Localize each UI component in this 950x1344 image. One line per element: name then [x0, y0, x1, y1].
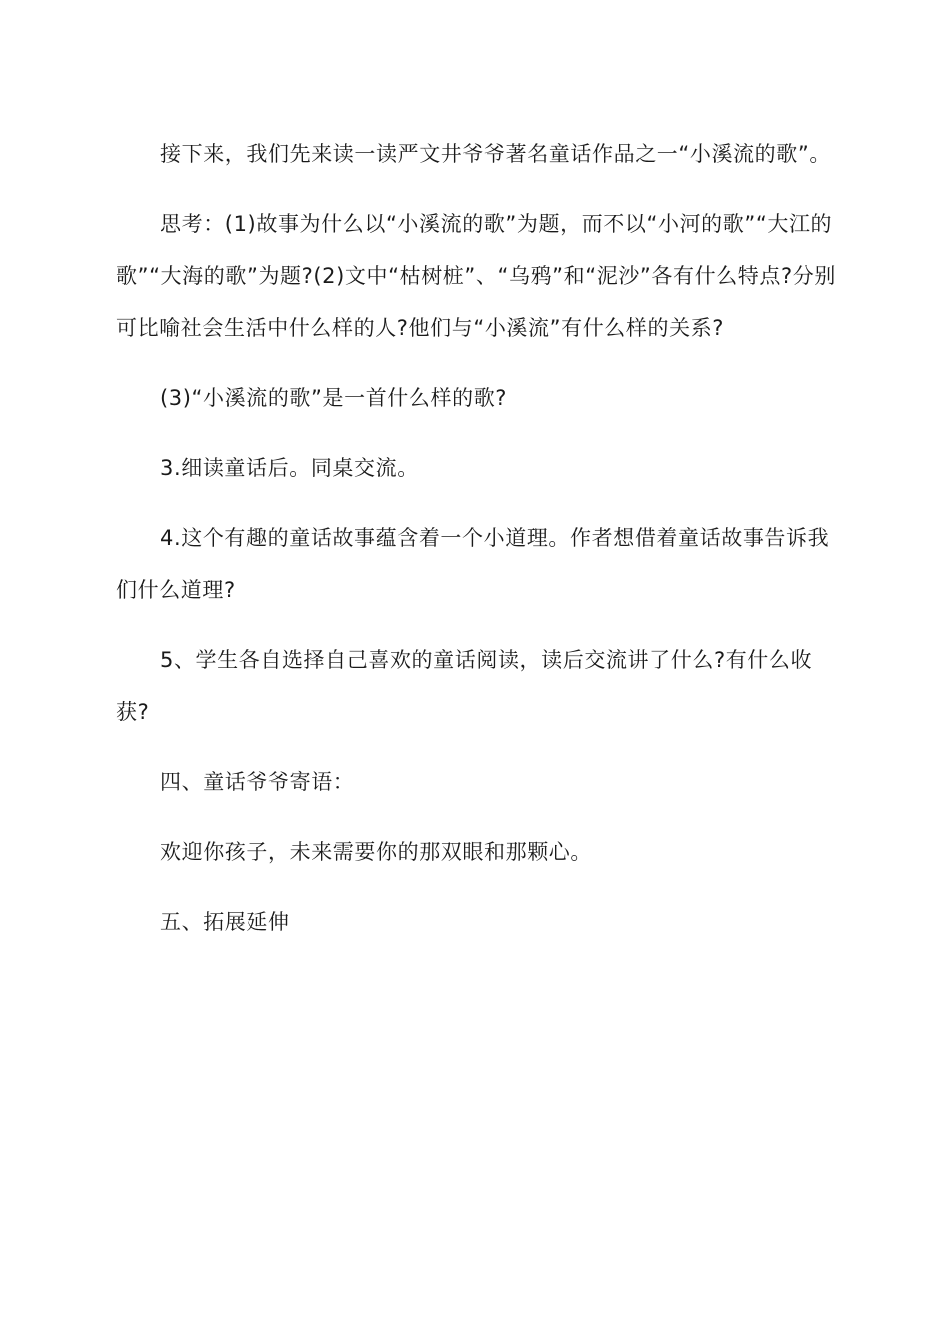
section-heading-5: 五、拓展延伸: [160, 910, 290, 934]
paragraph-step-5: 5、学生各自选择自己喜欢的童话阅读，读后交流讲了什么?有什么收获?: [116, 648, 813, 724]
paragraph-step-4: 4.这个有趣的童话故事蕴含着一个小道理。作者想借着童话故事告诉我们什么道理?: [116, 526, 830, 602]
paragraph-question-3: (3)“小溪流的歌”是一首什么样的歌?: [160, 386, 508, 410]
paragraph-step-3: 3.细读童话后。同桌交流。: [160, 456, 419, 480]
paragraph-message: 欢迎你孩子，未来需要你的那双眼和那颗心。: [160, 840, 592, 864]
paragraph-reading-intro: 接下来，我们先来读一读严文井爷爷著名童话作品之一“小溪流的歌”。: [160, 142, 831, 166]
section-heading-4: 四、童话爷爷寄语：: [160, 770, 355, 794]
document-body: [116, 128, 836, 966]
paragraph-thinking-questions: 思考：(1)故事为什么以“小溪流的歌”为题，而不以“小河的歌”“大江的歌”“大海的歌”为题?(2)文中“枯树桩”、“乌鸦”和“泥沙”各有什么特点?分别可比喻社会生活中什么样的人?他们与“小溪流”有什么样的关系?: [116, 212, 836, 340]
